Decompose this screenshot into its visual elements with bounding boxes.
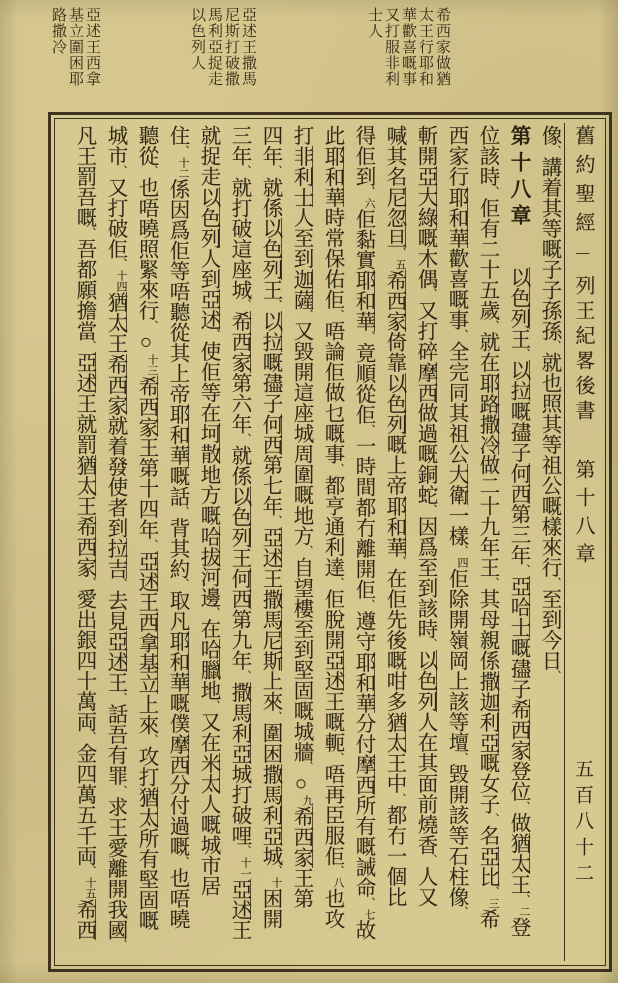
- punctuation: 、: [394, 247, 406, 258]
- proper-name-mark: 撒馬利亞: [259, 763, 281, 846]
- punctuation: 、: [425, 638, 437, 649]
- punctuation: 、: [270, 165, 282, 176]
- punctuation: 、: [487, 576, 499, 588]
- page-frame-inner-rule: [54, 118, 606, 966]
- punctuation: 、: [239, 299, 251, 310]
- punctuation: 、: [487, 319, 499, 331]
- verse-number-marker: 十二: [177, 156, 189, 179]
- punctuation: 、: [301, 545, 313, 556]
- proper-name-mark: 耶和華: [321, 145, 343, 207]
- punctuation: 、: [115, 691, 127, 703]
- proper-name-mark: 亞比: [476, 845, 498, 887]
- chapter-heading: 第十八章: [507, 125, 529, 231]
- book-title: 列王紀畧後書: [572, 275, 594, 425]
- punctuation: 、: [177, 578, 189, 589]
- margin-note: [188, 7, 256, 87]
- proper-name-mark: 耶路撒冷: [476, 372, 498, 455]
- text-column: 像、講着其等嘅子子孫孫、就也照其等祖公嘅樣來行、至到今日、: [538, 125, 561, 681]
- punctuation: 、: [84, 340, 96, 351]
- punctuation: 、: [363, 185, 375, 197]
- text-column: 聽從、也唔曉照緊來行、○十三希西家王第十四年、亞述王西拿基立上來、攻打猶太所有堅固嘅: [135, 125, 158, 931]
- punctuation: 、: [425, 288, 437, 299]
- text-column: 三年、就打破這座城、希西家第六年、就係以色列王何西第九年、撒馬利亞城打破哩、十一亞述王: [228, 125, 251, 940]
- text-column: 第十八章以色列王、以拉嘅孻子何西第三年、亞哈士嘅孻子希西家登位、做猶太王、二登: [502, 123, 533, 961]
- text-column: 四年、就係以色列王、以拉嘅孻子何西第七年、亞述王撒馬尼斯上來、圍困撒馬利亞城、十困開: [259, 125, 282, 929]
- proper-name-mark: 以色列: [414, 650, 436, 712]
- text-column: 得佢到、六佢黏實耶和華、竟順從佢、一時間都冇離開佢、遵守耶和華分付摩西所有嘅誡命、七故: [352, 125, 375, 940]
- verse-number-marker: 十四: [115, 270, 127, 292]
- proper-name-mark: 耶和華: [352, 651, 374, 713]
- proper-name-mark: 耶和華: [445, 186, 467, 248]
- proper-name-mark: 耶和華: [383, 495, 405, 557]
- margin-note-line: 亞述王撒馬: [240, 7, 256, 87]
- proper-name-mark: 摩西: [352, 754, 374, 795]
- punctuation: 、: [332, 576, 344, 588]
- punctuation: 、: [456, 545, 468, 556]
- proper-name-mark: 何西: [507, 462, 529, 504]
- margin-note-line: 華歡喜嘅事: [400, 7, 416, 87]
- margin-note: [49, 7, 100, 87]
- punctuation: 、: [115, 578, 127, 589]
- punctuation: 、: [301, 308, 313, 320]
- proper-name-mark: 撒迦利亞: [476, 670, 498, 753]
- proper-name-mark: 何西: [259, 413, 281, 455]
- punctuation: 、: [549, 669, 561, 681]
- testament-title: 舊約聖經: [572, 125, 594, 241]
- punctuation: 、: [425, 854, 437, 865]
- proper-name-mark: 亞哈士: [507, 576, 529, 638]
- punctuation: 、: [549, 144, 561, 156]
- punctuation: 、: [84, 576, 96, 588]
- proper-name-mark: 亞述: [259, 527, 281, 568]
- punctuation: 、: [146, 319, 158, 331]
- text-column: 此耶和華時常保佑佢、唔論佢做乜嘅事、都亨通利達、佢脫開亞述王嘅軛、唔再臣服佢、八也攻: [321, 125, 344, 929]
- punctuation: 、: [456, 329, 468, 340]
- proper-name-mark: 希西家: [383, 270, 405, 332]
- verse-number-marker: 五: [394, 259, 406, 270]
- proper-name-mark: 亞述: [135, 550, 157, 592]
- verse-number-marker: 九: [301, 795, 313, 806]
- proper-name-mark: 撒馬利亞: [228, 681, 250, 764]
- proper-name-mark: 以色列: [383, 372, 405, 434]
- proper-name-mark: 猶太: [383, 711, 405, 753]
- proper-name-mark: 哈臘: [197, 639, 219, 680]
- verse-number-marker: 十一: [239, 856, 251, 879]
- proper-name-mark: 以色列: [259, 218, 281, 280]
- punctuation: 、: [270, 299, 282, 310]
- chapter-running-head: 第十八章: [572, 459, 594, 571]
- proper-name-mark: 耶和華: [166, 404, 188, 466]
- margin-note-line: 希西家做猶: [434, 7, 450, 87]
- punctuation: 、: [177, 144, 189, 156]
- margin-note-line: 尼斯打破撒: [223, 7, 239, 87]
- proper-name-mark: 猶太: [135, 787, 157, 828]
- punctuation: 、: [487, 813, 499, 824]
- proper-name-mark: 西拿基立: [135, 612, 157, 694]
- proper-name-mark: 何西: [228, 568, 250, 609]
- punctuation: 、: [456, 751, 468, 763]
- punctuation: 、: [487, 885, 499, 897]
- proper-name-mark: 摩西: [414, 361, 436, 403]
- punctuation: 、: [146, 734, 158, 745]
- proper-name-mark: 撒馬尼斯: [259, 588, 281, 671]
- title-divider-rule: [576, 253, 590, 254]
- punctuation: 、: [549, 576, 561, 588]
- proper-name-mark: 希西: [73, 899, 95, 940]
- proper-name-mark: 亞述: [73, 352, 95, 393]
- punctuation: 、: [301, 761, 313, 772]
- punctuation: 、: [332, 865, 344, 876]
- proper-name-mark: 大衛: [445, 464, 467, 505]
- punctuation: 、: [518, 893, 530, 905]
- verse-number-marker: 六: [363, 197, 375, 209]
- text-column: 打非利士人至到迦薩、又毀開這座城周圍嘅地方、自望樓至到堅固嘅城牆、○九希西家王第: [290, 125, 313, 909]
- punctuation: 、: [332, 751, 344, 763]
- title-column: [564, 123, 600, 961]
- verse-number-marker: 三: [487, 897, 499, 909]
- verse-number-marker: 七: [363, 908, 375, 920]
- proper-name-mark: 摩西: [166, 733, 188, 775]
- margin-note-line: 基立圍困耶: [67, 7, 83, 87]
- proper-name-mark: 以色列: [507, 267, 529, 329]
- proper-name-mark: 希西家: [73, 516, 95, 578]
- margin-notes: [0, 0, 618, 110]
- proper-name-mark: 猶太: [507, 833, 529, 874]
- proper-name-mark: 迦薩: [290, 268, 312, 310]
- punctuation: 、: [549, 340, 561, 351]
- punctuation: 、: [363, 598, 375, 610]
- punctuation: 、: [84, 226, 96, 238]
- margin-note-line: 太王行耶和: [417, 7, 433, 87]
- punctuation: 、: [115, 258, 127, 269]
- verse-number-marker: 十: [270, 877, 282, 888]
- margin-note-line: 士人: [366, 7, 382, 39]
- punctuation: 、: [363, 423, 375, 435]
- text-column: 西家行耶和華歡喜嘅事、全完同其祖公大衛一樣、四佢除開嶺岡上該等壇、毀開該等石柱像、: [445, 125, 468, 917]
- punctuation: 、: [332, 463, 344, 474]
- text-column: 喊其名尼忽旦、五希西家倚靠以色列嘅上帝耶和華、在佢先後嘅咁多猶太王中、都冇一個比: [383, 125, 406, 907]
- verse-number-marker: 八: [332, 877, 344, 888]
- proper-name-mark: 猶太: [104, 292, 126, 333]
- punctuation: 、: [239, 165, 251, 176]
- punctuation: 、: [518, 348, 530, 359]
- proper-name-mark: 希西家: [290, 806, 312, 868]
- proper-name-mark: 以拉: [259, 311, 281, 352]
- punctuation: 、: [456, 906, 468, 917]
- text-column: 位該時、佢有二十五歲、就在耶路撒冷做二十九年王、其母親係撒迦利亞嘅女子、名亞比、三希: [476, 125, 499, 929]
- verse-number-marker: 十五: [84, 877, 96, 899]
- punctuation: 、: [239, 669, 251, 681]
- proper-name-mark: 希西家: [104, 353, 126, 415]
- punctuation: 、: [332, 308, 344, 320]
- punctuation: 、: [208, 606, 220, 618]
- text-column: 城市、又打破佢、十四猶太王希西家就着發使者到拉吉、去見亞述王、話吾有罪、求王愛離開我國、: [104, 125, 127, 950]
- verse-number-marker: 四: [456, 557, 468, 568]
- proper-name-mark: 以色列: [228, 486, 250, 548]
- punctuation: 、: [84, 731, 96, 742]
- punctuation: 、: [363, 896, 375, 908]
- punctuation: 、: [115, 165, 127, 176]
- punctuation: 、: [239, 844, 251, 856]
- proper-name-mark: 亞述: [321, 650, 343, 691]
- text-column: 凡王罰吾嘅、吾都願擔當、亞述王就罰猶太王希西家、愛出銀四十萬両、金四萬五千両、十五希西: [73, 125, 96, 940]
- proper-name-mark: 亞述: [228, 878, 250, 920]
- punctuation: 、: [363, 330, 375, 342]
- margin-note-line: 又打服非利: [383, 7, 399, 87]
- page-number: 五百八十二: [572, 759, 593, 889]
- punctuation: 、: [146, 165, 158, 176]
- proper-name-mark: 希西家: [228, 311, 250, 373]
- text-columns: [55, 119, 605, 965]
- punctuation: 、: [115, 939, 127, 950]
- margin-note-line: 路撒冷: [50, 7, 66, 55]
- proper-name-mark: 亞大綠: [414, 166, 436, 228]
- punctuation: 、: [177, 855, 189, 867]
- punctuation: 、: [270, 865, 282, 876]
- punctuation: 、: [425, 504, 437, 515]
- punctuation: 、: [84, 865, 96, 876]
- punctuation: 、: [518, 800, 530, 812]
- punctuation: 、: [487, 185, 499, 197]
- verse-number-marker: 二: [518, 905, 530, 917]
- margin-note-line: 馬利亞捉走: [206, 7, 222, 87]
- proper-name-mark: 耶和華: [352, 270, 374, 332]
- proper-name-mark: 非利士: [290, 145, 312, 207]
- proper-name-mark: 希西家: [507, 699, 529, 761]
- proper-name-mark: 拉吉: [104, 538, 126, 579]
- text-column: 斬開亞大綠嘅木偶、又打碎摩西做過嘅銅蛇、因爲至到該時、以色列人在其面前燒香、人又: [414, 125, 437, 907]
- proper-name-mark: 以色列: [197, 186, 219, 248]
- proper-name-mark: 希西家: [135, 375, 157, 437]
- punctuation: 、: [394, 792, 406, 804]
- punctuation: 、: [518, 564, 530, 575]
- margin-note-line: 以色列人: [189, 7, 205, 71]
- proper-name-mark: 坷散: [197, 423, 219, 464]
- punctuation: 、: [394, 556, 406, 567]
- punctuation: 、: [270, 710, 282, 722]
- margin-note-line: 亞述王西拿: [84, 7, 100, 87]
- punctuation: 、: [146, 538, 158, 550]
- margin-note: [365, 7, 450, 87]
- proper-name-mark: 尼忽旦: [383, 186, 405, 248]
- proper-name-mark: 米太: [197, 752, 219, 794]
- proper-name-mark: 亞述: [104, 631, 126, 672]
- verse-number-marker: 十三: [146, 353, 158, 376]
- proper-name-mark: 猶太: [73, 454, 95, 496]
- proper-name-mark: 哈拔: [197, 525, 219, 567]
- punctuation: 、: [208, 329, 220, 340]
- punctuation: 、: [239, 433, 251, 444]
- proper-name-mark: 亞述: [197, 289, 219, 330]
- punctuation: 、: [208, 699, 220, 711]
- text-column: 住、十二係因爲佢等唔聽從其上帝耶和華嘅話、背其約、取凡耶和華嘅僕摩西分付過嘅、也唔曉: [166, 125, 189, 929]
- proper-name-mark: 耶和華: [166, 631, 188, 693]
- punctuation: 、: [177, 505, 189, 517]
- text-column: 就捉走以色列人到亞述、使佢等在坷散地方嘅哈拔河邊、在哈臘地、又在米太人嘅城市居: [197, 125, 220, 896]
- page-frame: [48, 112, 612, 972]
- punctuation: 、: [115, 784, 127, 796]
- punctuation: 、: [270, 515, 282, 526]
- proper-name-mark: 以拉: [507, 360, 529, 401]
